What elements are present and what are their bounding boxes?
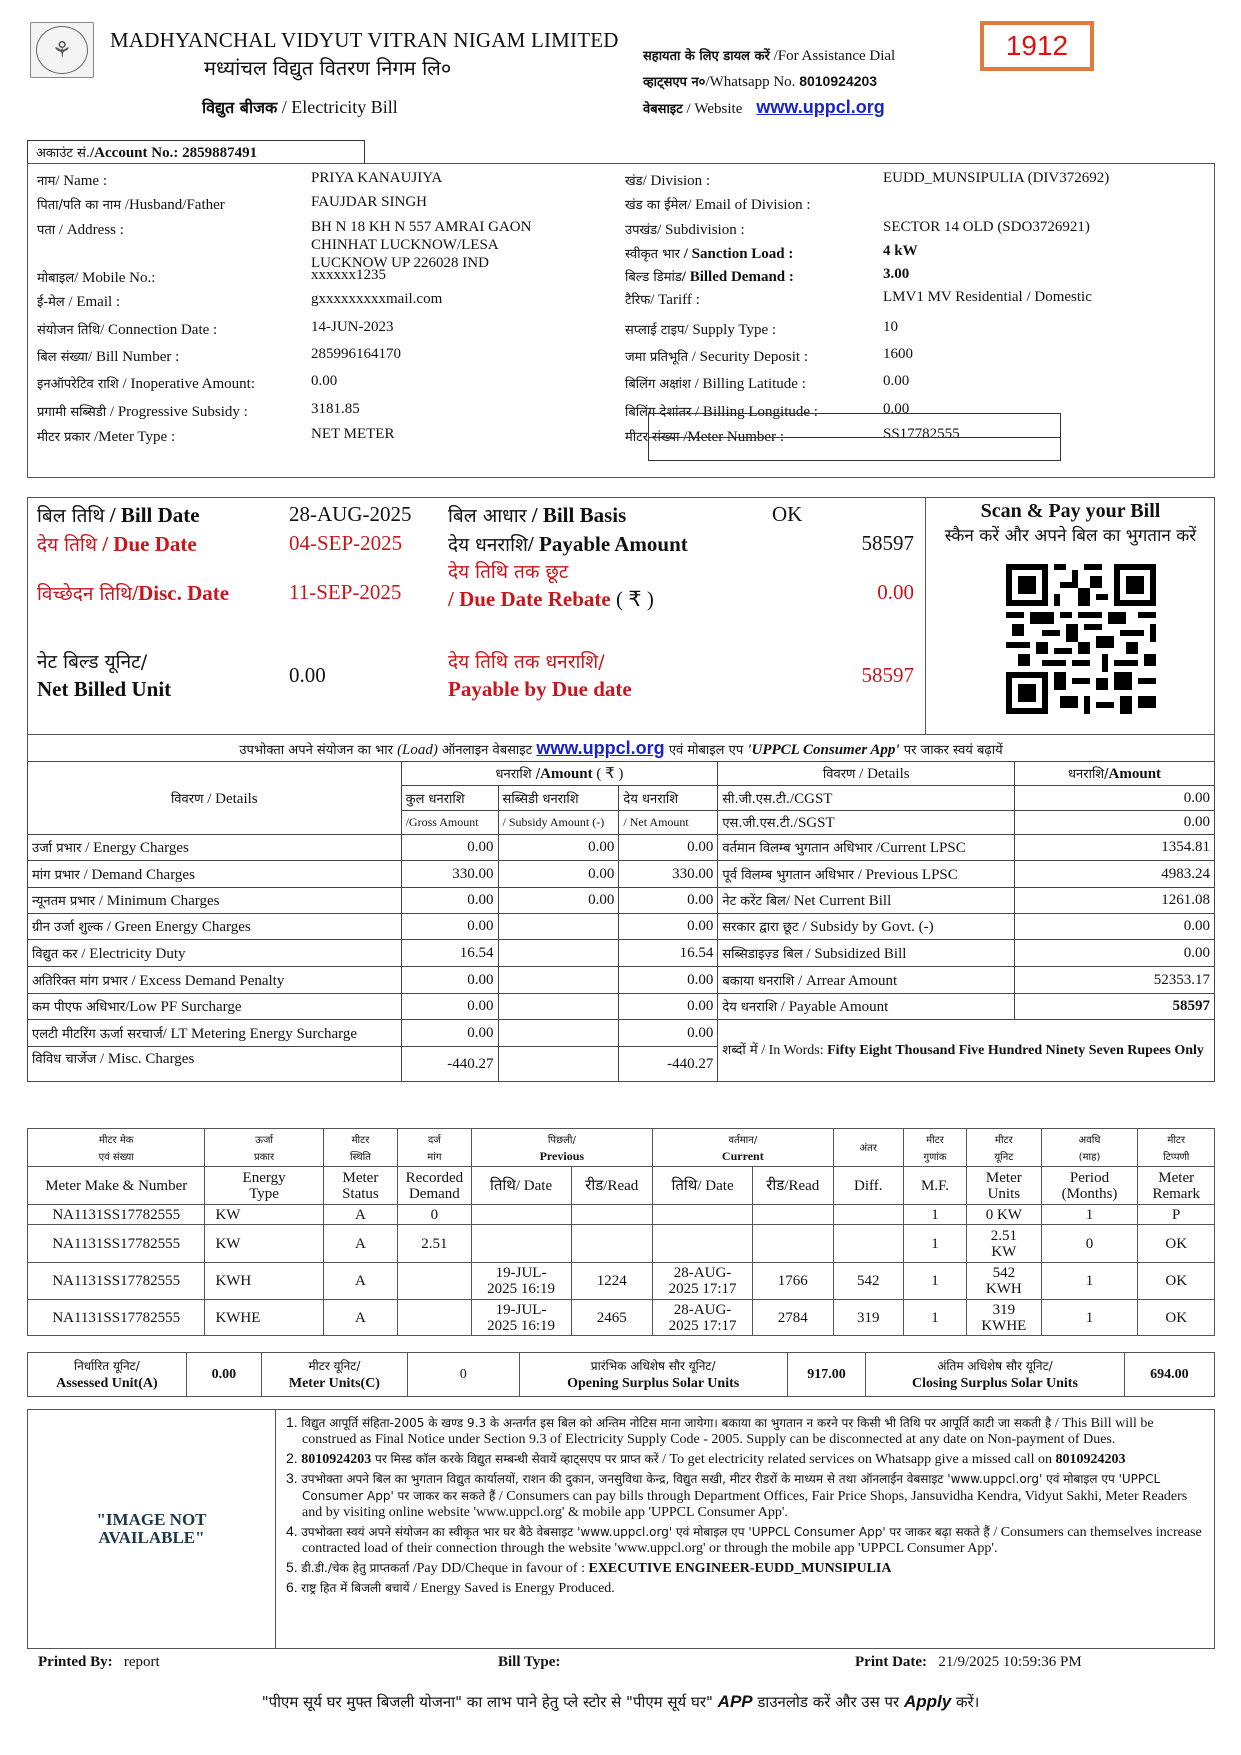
due-date-label (37, 531, 197, 557)
customer-field-value: NET METER (311, 426, 395, 442)
meter-cell-prev-date (471, 1205, 571, 1225)
meter-cell-remark: OK (1138, 1225, 1215, 1263)
meter-units-label: मीटर यूनिट/ Meter Units(C) (261, 1353, 407, 1397)
net-amount: 0.00 (619, 914, 718, 940)
meter-cell-type: KWHE (205, 1300, 323, 1336)
payable-amount-label (448, 531, 688, 557)
meter-header-en: रीड/Read (571, 1167, 653, 1205)
gross-amount: 0.00 (401, 888, 498, 914)
meter-cell-demand (398, 1263, 471, 1300)
customer-field-value: 10 (883, 319, 898, 335)
gross-amount: 0.00 (401, 835, 498, 861)
meter-cell-units: 2.51 KW (967, 1225, 1041, 1263)
notice-website-link[interactable]: www.uppcl.org (536, 738, 665, 758)
amount-header: धनराशि /Amount ( ₹ ) (401, 762, 718, 786)
rupee-icon: ( ₹ ) (610, 587, 654, 611)
bill-title-english: / Electricity Bill (277, 97, 398, 117)
net-amount: 330.00 (619, 861, 718, 888)
account-label-en: /Account No.: (90, 145, 183, 161)
net-billed-unit-label-en: Net Billed Unit (37, 677, 172, 701)
whatsapp-label-en: /Whatsapp No. (705, 74, 800, 90)
account-number-box (27, 140, 365, 164)
meter-header-hi: मीटर टिप्पणी (1138, 1129, 1215, 1167)
meter-cell-cur-date (653, 1225, 753, 1263)
charge-row (28, 914, 1215, 940)
charge-row (28, 994, 1215, 1020)
assessed-unit-label: निर्धारित यूनिट/ Assessed Unit(A) (28, 1353, 187, 1397)
meter-cell-prev-read: 2465 (571, 1300, 653, 1336)
customer-field-value: 0.00 (311, 373, 338, 389)
gross-amount: 330.00 (401, 861, 498, 888)
term-item: 5. डी.डी./चेक हेतु प्राप्तकर्ता /Pay DD/Cheque in favour of : EXECUTIVE ENGINEER-EUDD_MUNSIPULIA (286, 1559, 892, 1576)
meter-cell-diff: 542 (833, 1263, 903, 1300)
opening-solar-value: 917.00 (787, 1353, 865, 1397)
meter-header-hi: मीटर स्थिति (323, 1129, 397, 1167)
meter-cell-cur-read: 1766 (753, 1263, 834, 1300)
meter-header-en: Meter Remark (1138, 1167, 1215, 1205)
right-details-header: विवरण / Details (718, 762, 1015, 786)
gross-amount: 0.00 (401, 1020, 498, 1047)
net-amount: 16.54 (619, 940, 718, 967)
charge-label: अतिरिक्त मांग प्रभार / Excess Demand Penalty (28, 967, 402, 994)
closing-solar-label: अंतिम अधिशेष सौर यूनिट/ Closing Surplus Solar Units (866, 1353, 1125, 1397)
charge-row (28, 1020, 1215, 1047)
term-item: 4. उपभोक्ता स्वयं अपने संयोजन का स्वीकृत भार घर बैठे वेबसाइट 'www.uppcl.org' एवं मोबाइल एप 'UPPCL Consumer App' पर जाकर बढ़ा सकते हैं / Consumers can themselves increase contracted load of their connection through the website 'www.uppcl.org' or through the mobile app 'UPPCL Consumer App'. (286, 1523, 1202, 1556)
company-name-hindi: मध्यांचल विद्युत वितरण निगम लि० (204, 56, 452, 80)
meter-cell-demand: 0 (398, 1205, 471, 1225)
rebate-label (448, 558, 654, 613)
meter-cell-units: 0 KW (967, 1205, 1041, 1225)
bill-date-label (37, 502, 200, 528)
meter-cell-cur-read (753, 1205, 834, 1225)
customer-field-label: पता / Address : (37, 222, 124, 238)
meter-header-en: Meter Status (323, 1167, 397, 1205)
net-amount: 0.00 (619, 994, 718, 1020)
meter-cell-status: A (323, 1225, 397, 1263)
meter-row (28, 1205, 1215, 1225)
notice-text: उपभोक्ता अपने संयोजन का भार (239, 743, 398, 758)
assessed-unit-value: 0.00 (186, 1353, 261, 1397)
company-logo (30, 22, 94, 78)
summary-amount: 0.00 (1015, 940, 1215, 967)
right-amount-header: धनराशि/Amount (1015, 762, 1215, 786)
meter-row (28, 1225, 1215, 1263)
opening-solar-label: प्रारंभिक अधिशेष सौर यूनिट/ Opening Surplus Solar Units (519, 1353, 787, 1397)
summary-label: देय धनराशि / Payable Amount (718, 994, 1015, 1020)
gross-header-en: /Gross Amount (401, 811, 498, 835)
gross-amount: 16.54 (401, 940, 498, 967)
meter-header-hi: मीटर मेक एवं संख्या (28, 1129, 205, 1167)
current-header: वर्तमान/ Current (653, 1129, 833, 1167)
meter-header-en: तिथि/ Date (471, 1167, 571, 1205)
disc-date-label (37, 580, 229, 606)
summary-label: पूर्व विलम्ब भुगतान अधिभार / Previous LPSC (718, 861, 1015, 888)
meter-header-hi: दर्ज मांग (398, 1129, 471, 1167)
charge-label: कम पीएफ अधिभार/Low PF Surcharge (28, 994, 402, 1020)
notice-text-mid2: एवं मोबाइल एप (664, 743, 748, 758)
bill-date-label-hi: बिल तिथि (37, 505, 105, 527)
meter-cell-meter: NA1131SS17782555 (28, 1205, 205, 1225)
net-amount: 0.00 (619, 888, 718, 914)
term-item: 6. राष्ट्र हित में बिजली बचायें / Energy Saved is Energy Produced. (286, 1579, 615, 1596)
meter-header-en: तिथि/ Date (653, 1167, 753, 1205)
rebate-value: 0.00 (877, 580, 914, 604)
meter-cell-prev-date: 19-JUL- 2025 16:19 (471, 1263, 571, 1300)
website-link[interactable]: www.uppcl.org (756, 97, 885, 117)
notice-load: (Load) (397, 742, 438, 758)
customer-field-value: EUDD_MUNSIPULIA (DIV372692) (883, 170, 1110, 186)
charges-table (27, 761, 1215, 1082)
meter-cell-meter: NA1131SS17782555 (28, 1263, 205, 1300)
charge-row (28, 888, 1215, 914)
bill-summary-panel (27, 497, 1215, 735)
load-notice-banner (27, 735, 1215, 762)
meter-cell-status: A (323, 1205, 397, 1225)
customer-field-label: इनऑपरेटिव राशि / Inoperative Amount: (37, 376, 256, 392)
pm-surya-ghar-banner: "पीएम सूर्य घर मुफ्त बिजली योजना" का लाभ पाने हेतु प्ले स्टोर से "पीएम सूर्य घर" APP डाउनलोड करें और उस पर Apply करें। (261, 1692, 980, 1711)
meter-cell-remark: P (1138, 1205, 1215, 1225)
whatsapp-number: 8010924203 (799, 73, 878, 89)
cgst-label: सी.जी.एस.टी./CGST (718, 786, 1015, 811)
customer-field-label: बिल संख्या/ Bill Number : (37, 349, 180, 365)
meter-header-hi: अवधि (माह) (1041, 1129, 1138, 1167)
customer-details-panel (27, 163, 1215, 478)
meter-units-value: 0 (407, 1353, 519, 1397)
meter-cell-mf: 1 (903, 1300, 966, 1336)
payable-by-due-value: 58597 (861, 663, 914, 687)
meter-header-hi: मीटर यूनिट (967, 1129, 1041, 1167)
solar-units-table (27, 1352, 1215, 1397)
customer-field-value: FAUJDAR SINGH (311, 194, 427, 210)
meter-header-en: Meter Units (967, 1167, 1041, 1205)
meter-cell-mf: 1 (903, 1225, 966, 1263)
meter-row (28, 1263, 1215, 1300)
sgst-label: एस.जी.एस.टी./SGST (718, 811, 1015, 835)
meter-header-en: Energy Type (205, 1167, 323, 1205)
qr-title-hi: स्कैन करें और अपने बिल का भुगतान करें (944, 526, 1197, 546)
sgst-value: 0.00 (1015, 811, 1215, 835)
notice-text-mid: ऑनलाइन वेबसाइट (437, 743, 537, 758)
net-header-hi: देय धनराशि (619, 786, 718, 811)
disc-date-label-hi: विच्छेदन तिथि (37, 583, 133, 605)
assistance-block (643, 44, 895, 122)
meter-cell-demand (398, 1300, 471, 1336)
meter-header-en: M.F. (903, 1167, 966, 1205)
meter-header-hi: मीटर गुणांक (903, 1129, 966, 1167)
meter-cell-cur-read: 2784 (753, 1300, 834, 1336)
gross-amount: 0.00 (401, 994, 498, 1020)
customer-field-label: टैरिफ/ Tariff : (625, 292, 700, 308)
customer-field-label: बिलिंग देशांतर / Billing Longitude : (625, 404, 818, 420)
subsidy-amount (498, 1047, 619, 1082)
customer-field-label: मीटर संख्या /Meter Number : (625, 429, 785, 445)
meter-cell-prev-date (471, 1225, 571, 1263)
summary-amount: 52353.17 (1015, 967, 1215, 994)
meter-cell-prev-read: 1224 (571, 1263, 653, 1300)
subsidy-amount: 0.00 (498, 888, 619, 914)
due-date-label-hi: देय तिथि (37, 534, 97, 556)
meter-cell-type: KW (205, 1205, 323, 1225)
closing-solar-value: 694.00 (1124, 1353, 1214, 1397)
meter-cell-status: A (323, 1263, 397, 1300)
charge-label: विविध चार्जेज / Misc. Charges (28, 1047, 402, 1082)
payable-amount-value: 58597 (861, 531, 914, 555)
net-billed-unit-label-hi: नेट बिल्ड यूनिट/ (37, 651, 148, 673)
bill-basis-label (448, 502, 626, 528)
summary-label: बकाया धनराशि / Arrear Amount (718, 967, 1015, 994)
printed-by: Printed By: report (38, 1654, 160, 1670)
customer-field-value: BH N 18 KH N 557 AMRAI GAON CHINHAT LUCKNOW/LESA LUCKNOW UP 226028 IND (311, 219, 532, 271)
term-item: 1. विद्युत आपूर्ति संहिता-2005 के खण्ड 9.3 के अन्तर्गत इस बिल को अन्तिम नोटिस माना जायेगा। बकाया का भुगतान न करने पर किसी भी तिथि पर आपूर्ति काटी जा सकती है / This Bill will be construed as Final Notice under Section 9.3 of Electricity Supply Code - 2005. Supply can be disconnected at any date on Non-payment of Dues. (286, 1414, 1154, 1447)
payable-by-due-label-hi: देय तिथि तक धनराशि/ (448, 651, 605, 673)
meter-cell-prev-date: 19-JUL- 2025 16:19 (471, 1300, 571, 1336)
customer-field-label: नाम/ Name : (37, 173, 108, 189)
payable-amount-label-hi: देय धनराशि (448, 534, 528, 556)
print-date: Print Date: 21/9/2025 10:59:36 PM (855, 1654, 1082, 1670)
net-amount: 0.00 (619, 1020, 718, 1047)
meter-header-en: Meter Make & Number (28, 1167, 205, 1205)
assistance-label-en: /For Assistance Dial (769, 48, 896, 64)
payable-by-due-label (448, 648, 632, 703)
meter-header-en: Period (Months) (1041, 1167, 1138, 1205)
meter-cell-units: 319 KWHE (967, 1300, 1041, 1336)
subsidy-amount (498, 967, 619, 994)
charge-row (28, 967, 1215, 994)
meter-cell-type: KW (205, 1225, 323, 1263)
customer-field-value: LMV1 MV Residential / Domestic (883, 289, 1092, 305)
gross-amount: 0.00 (401, 914, 498, 940)
meter-cell-type: KWH (205, 1263, 323, 1300)
subsidy-amount (498, 914, 619, 940)
customer-field-label: जमा प्रतिभूति / Security Deposit : (625, 349, 809, 365)
customer-field-label: खंड का ईमेल/ Email of Division : (625, 197, 811, 213)
customer-field-value: 4 kW (883, 243, 918, 259)
meter-cell-prev-read (571, 1205, 653, 1225)
meter-cell-cur-read (753, 1225, 834, 1263)
meter-cell-diff: 319 (833, 1300, 903, 1336)
company-emblem-icon: ⚘ (36, 26, 88, 74)
customer-field-value: 285996164170 (311, 346, 401, 362)
company-name-english: MADHYANCHAL VIDYUT VITRAN NIGAM LIMITED (110, 28, 619, 52)
photo-placeholder-text: "IMAGE NOT AVAILABLE" (96, 1510, 207, 1547)
customer-field-value: SS17782555 (883, 426, 960, 442)
due-date-label-en: / Due Date (96, 532, 197, 556)
summary-amount: 1261.08 (1015, 888, 1215, 914)
charge-label: विद्युत कर / Electricity Duty (28, 940, 402, 967)
net-amount: 0.00 (619, 967, 718, 994)
website-label-hi: वेबसाइट (643, 102, 683, 117)
customer-field-label: पिता/पति का नाम /Husband/Father (37, 197, 225, 213)
details-header: विवरण / Details (28, 762, 402, 835)
meter-cell-cur-date: 28-AUG- 2025 17:17 (653, 1263, 753, 1300)
customer-field-label: संयोजन तिथि/ Connection Date : (37, 322, 218, 338)
cgst-value: 0.00 (1015, 786, 1215, 811)
meter-cell-diff (833, 1225, 903, 1263)
customer-field-value: xxxxxx1235 (311, 267, 386, 283)
summary-amount: 1354.81 (1015, 835, 1215, 861)
meter-reading-table (27, 1128, 1215, 1336)
website-label-en: / Website (682, 101, 743, 117)
subsidy-amount: 0.00 (498, 835, 619, 861)
term-item: 3. उपभोक्ता अपने बिल का भुगतान विद्युत कार्यालयों, राशन की दुकान, जनसुविधा केन्द्र, विद्युत सखी, मीटर रीडरों के माध्यम से तथा ऑनलाईन वेबसाइट 'www.uppcl.org' एवं मोबाइल एप 'UPPCL Consumer App' पर जाकर कर सकते हैं / Consumers can pay bills through Department Offices, Fair Price Shops, Jansuvidha Kendra, Vidyut Sakhi, Meter Readers and by visiting online website 'www.uppcl.org' & mobile app 'UPPCL Consumer App'. (286, 1470, 1188, 1520)
bill-type: Bill Type: (498, 1654, 561, 1670)
bill-basis-label-en: / Bill Basis (526, 503, 627, 527)
bill-date-label-en: / Bill Date (104, 503, 200, 527)
qr-code-icon[interactable] (1006, 564, 1156, 714)
account-number: 2859887491 (182, 145, 258, 161)
subsidy-amount (498, 994, 619, 1020)
subsidy-amount (498, 940, 619, 967)
net-amount: 0.00 (619, 835, 718, 861)
meter-cell-mf: 1 (903, 1263, 966, 1300)
subsidy-amount (498, 1020, 619, 1047)
notice-text-post: पर जाकर स्वयं बढ़ायें (899, 743, 1003, 758)
customer-field-value: gxxxxxxxxxmail.com (311, 291, 443, 307)
meter-cell-period: 0 (1041, 1225, 1138, 1263)
meter-header-en: Recorded Demand (398, 1167, 471, 1205)
meter-cell-diff (833, 1205, 903, 1225)
amount-in-words: शब्दों में / In Words: Fifty Eight Thousand Five Hundred Ninety Seven Rupees Only (718, 1020, 1215, 1082)
charge-row (28, 835, 1215, 861)
charge-row (28, 861, 1215, 888)
meter-cell-mf: 1 (903, 1205, 966, 1225)
meter-row (28, 1300, 1215, 1336)
customer-field-label: बिल्ड डिमांड/ Billed Demand : (625, 269, 794, 285)
rebate-label-en: / Due Date Rebate (448, 587, 611, 611)
customer-field-label: उपखंड/ Subdivision : (625, 222, 745, 238)
meter-cell-period: 1 (1041, 1300, 1138, 1336)
bill-date-value: 28-AUG-2025 (289, 502, 412, 526)
net-billed-unit-value: 0.00 (289, 663, 326, 687)
charge-label: मांग प्रभार / Demand Charges (28, 861, 402, 888)
net-billed-unit-label (37, 648, 171, 703)
subsidy-header-en: / Subsidy Amount (-) (498, 811, 619, 835)
summary-amount: 0.00 (1015, 914, 1215, 940)
assistance-label-hi: सहायता के लिए डायल करें (643, 49, 770, 64)
meter-cell-units: 542 KWH (967, 1263, 1041, 1300)
net-header-en: / Net Amount (619, 811, 718, 835)
meter-cell-remark: OK (1138, 1300, 1215, 1336)
meter-header-hi: ऊर्जा प्रकार (205, 1129, 323, 1167)
meter-cell-cur-date: 28-AUG- 2025 17:17 (653, 1300, 753, 1336)
charge-label: न्यूनतम प्रभार / Minimum Charges (28, 888, 402, 914)
customer-field-value: PRIYA KANAUJIYA (311, 170, 443, 186)
disc-date-label-en: /Disc. Date (132, 581, 230, 605)
customer-field-label: स्वीकृत भार / Sanction Load : (625, 246, 794, 262)
customer-field-value: 1600 (883, 346, 913, 362)
bill-basis-label-hi: बिल आधार (448, 505, 527, 527)
meter-cell-status: A (323, 1300, 397, 1336)
meter-header-hi: अंतर (833, 1129, 903, 1167)
bill-basis-value: OK (772, 502, 803, 526)
customer-field-label: बिलिंग अक्षांश / Billing Latitude : (625, 376, 806, 392)
subsidy-header-hi: सब्सिडी धनराशि (498, 786, 619, 811)
gross-amount: -440.27 (401, 1047, 498, 1082)
term-item: 2. 8010924203 पर मिस्ड कॉल करके विद्युत सम्बन्धी सेवायें व्हाट्सएप पर प्राप्त करें / To get electricity related services on Whatsapp give a missed call on 8010924203 (286, 1450, 1126, 1467)
summary-label: वर्तमान विलम्ब भुगतान अधिभार /Current LPSC (718, 835, 1015, 861)
helpline-number: 1912 (980, 21, 1094, 71)
meter-header-en: रीड/Read (753, 1167, 834, 1205)
customer-field-value: SECTOR 14 OLD (SDO3726921) (883, 219, 1090, 235)
meter-cell-meter: NA1131SS17782555 (28, 1225, 205, 1263)
charge-row (28, 940, 1215, 967)
summary-label: सरकार द्वारा छूट / Subsidy by Govt. (-) (718, 914, 1015, 940)
summary-amount: 4983.24 (1015, 861, 1215, 888)
payable-amount-label-en: / Payable Amount (527, 532, 688, 556)
meter-cell-prev-read (571, 1225, 653, 1263)
bill-title-hindi: विद्युत बीजक (202, 98, 278, 117)
customer-field-label: मीटर प्रकार /Meter Type : (37, 429, 176, 445)
payable-by-due-label-en: Payable by Due date (448, 677, 632, 701)
load-highlight-box (648, 413, 1061, 461)
terms-panel (27, 1409, 1215, 1649)
due-date-value: 04-SEP-2025 (289, 531, 403, 555)
customer-field-label: ई-मेल / Email : (37, 294, 121, 310)
meter-cell-period: 1 (1041, 1263, 1138, 1300)
charge-label: ग्रीन उर्जा शुल्क / Green Energy Charges (28, 914, 402, 940)
summary-label: सब्सिडाइज़्ड बिल / Subsidized Bill (718, 940, 1015, 967)
meter-cell-cur-date (653, 1205, 753, 1225)
gross-header-hi: कुल धनराशि (401, 786, 498, 811)
subsidy-amount: 0.00 (498, 861, 619, 888)
meter-cell-meter: NA1131SS17782555 (28, 1300, 205, 1336)
charge-label: एलटी मीटरिंग ऊर्जा सरचार्ज/ LT Metering Energy Surcharge (28, 1020, 402, 1047)
qr-title-en: Scan & Pay your Bill (980, 500, 1161, 522)
consumer-photo-placeholder (28, 1410, 276, 1648)
account-label-hi: अकाउंट सं. (36, 146, 91, 161)
customer-field-value: 0.00 (883, 373, 910, 389)
terms-list (286, 1414, 1206, 1599)
summary-label: नेट करेंट बिल/ Net Current Bill (718, 888, 1015, 914)
meter-cell-remark: OK (1138, 1263, 1215, 1300)
customer-field-label: मोबाइल/ Mobile No.: (37, 270, 156, 286)
customer-field-value: 3181.85 (311, 401, 360, 417)
rebate-label-hi: देय तिथि तक छूट (448, 561, 569, 583)
bill-title (202, 96, 398, 118)
customer-field-label: प्रगामी सब्सिडी / Progressive Subsidy : (37, 404, 248, 420)
whatsapp-label-hi: व्हाट्सएप न० (643, 75, 706, 90)
customer-field-value: 0.00 (883, 401, 910, 417)
notice-app-name: 'UPPCL Consumer App' (747, 742, 900, 758)
customer-field-label: सप्लाई टाइप/ Supply Type : (625, 322, 777, 338)
meter-cell-period: 1 (1041, 1205, 1138, 1225)
disc-date-value: 11-SEP-2025 (289, 580, 402, 604)
net-amount: -440.27 (619, 1047, 718, 1082)
meter-cell-demand: 2.51 (398, 1225, 471, 1263)
qr-title (925, 498, 1216, 546)
summary-amount: 58597 (1015, 994, 1215, 1020)
gross-amount: 0.00 (401, 967, 498, 994)
customer-field-value: 14-JUN-2023 (311, 319, 394, 335)
customer-field-label: खंड/ Division : (625, 173, 711, 189)
customer-field-value: 3.00 (883, 266, 910, 282)
previous-header: पिछली/ Previous (471, 1129, 653, 1167)
meter-header-en: Diff. (833, 1167, 903, 1205)
charge-label: उर्जा प्रभार / Energy Charges (28, 835, 402, 861)
